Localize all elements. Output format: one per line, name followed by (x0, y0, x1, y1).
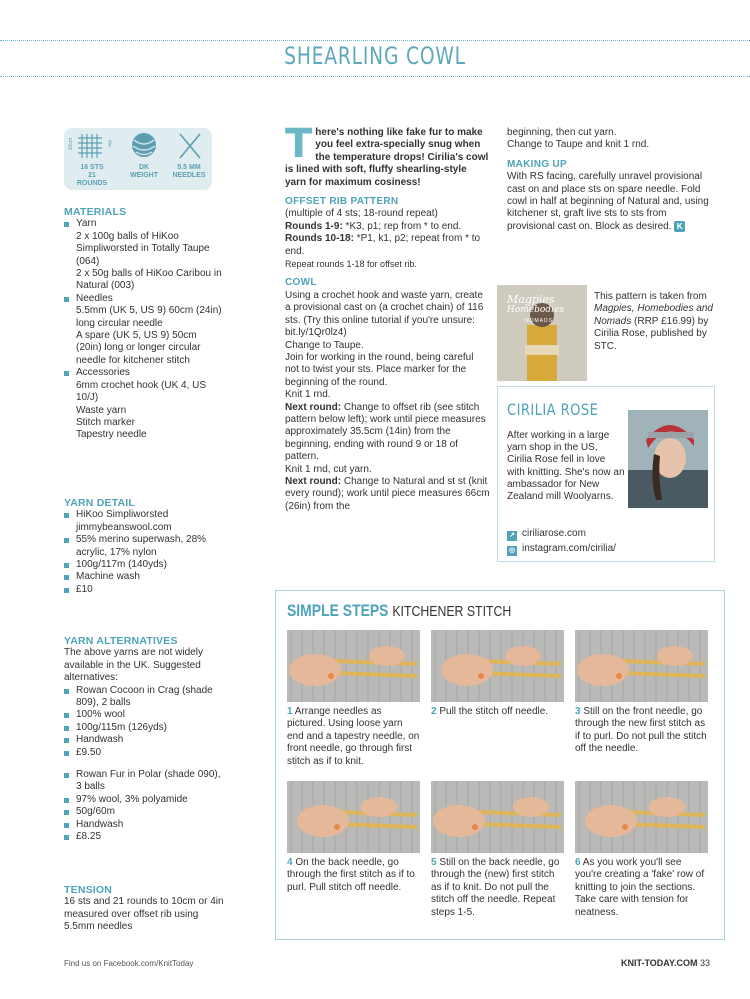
list-item: 100g/115m (126yds) (64, 722, 224, 734)
author-link-website[interactable] (507, 528, 586, 541)
instagram-link[interactable]: instagram.com/cirilia/ (522, 543, 616, 554)
step-number: 1 (287, 706, 293, 717)
cowl-heading: COWL (285, 277, 317, 289)
r1-label: Rounds 1-9: (285, 220, 343, 232)
step-photo (575, 781, 708, 853)
materials-section (64, 206, 224, 442)
yarn-detail-list (64, 509, 224, 596)
step-number: 5 (431, 857, 437, 868)
list-item: 100% wool (64, 709, 224, 721)
cont-line-1: beginning, then cut yarn. (507, 127, 617, 138)
cowl-p3: Join for working in the round, being careful not to twist your sts. Place marker for the beginning of the round. (285, 351, 474, 388)
author-bio: After working in a large yarn shop in the US, Cirilia Rose fell in love with knitting. She's now an ambassador for New Zealand mill Woolyarns. (507, 430, 625, 503)
r2-text: *P1, k1, p2; repeat from * to end. (285, 233, 481, 257)
step-2-image (431, 630, 564, 702)
step-text: Pull the stitch off needle. (439, 706, 549, 717)
author-name: CIRILIA ROSE (507, 400, 599, 419)
list-subitem: Waste yarn (76, 404, 127, 416)
website-link[interactable]: ciriliarose.com (522, 528, 586, 539)
instagram-icon: ◎ (508, 547, 516, 554)
step-text: Still on the front needle, go through the new first stitch as if to purl. Do not pull the stitch off the needle. (575, 706, 707, 755)
step-5-caption (431, 857, 564, 919)
alternatives-list-1 (64, 685, 224, 759)
end-mark-icon: K (674, 221, 685, 232)
step-number: 4 (287, 857, 293, 868)
cowl-p5: Knit 1 rnd, cut yarn. (285, 463, 372, 475)
yarn-alternatives-intro: The above yarns are not widely available in the UK. Suggested alternatives: (64, 647, 203, 684)
step-1-caption (287, 706, 420, 768)
offset-rib-line1: (multiple of 4 sts; 18-round repeat) (285, 208, 438, 220)
step-text: On the back needle, go through the first stitch as if to purl. Pull stitch off needle. (287, 857, 415, 893)
step-3-image (575, 630, 708, 702)
stat-needles: 5.5 MM NEEDLES (172, 164, 206, 179)
book-title: Magpies, Homebodies and Nomads (594, 303, 713, 327)
gauge-side-left: 10cm (68, 138, 74, 151)
list-item: Yarn (64, 218, 224, 230)
alternatives-list-2 (64, 769, 224, 843)
list-item: Handwash (64, 734, 224, 746)
pattern-column (285, 121, 490, 513)
footer-site-name: KNIT-TODAY.COM (620, 958, 698, 968)
tension-section (64, 884, 224, 934)
author-link-instagram[interactable] (507, 543, 616, 556)
header-rule-top (0, 40, 750, 41)
step-6-caption (575, 857, 708, 919)
list-item: 55% merino superwash, 28% acrylic, 17% nylon (64, 534, 224, 559)
cowl-next-round-2 (285, 476, 490, 513)
needles-icon (180, 134, 200, 158)
nr2-label: Next round: (285, 475, 342, 487)
r1-text: *K3, p1; rep from * to end. (342, 220, 462, 232)
tension-heading: TENSION (64, 884, 113, 896)
offset-rib-note: Repeat rounds 1-18 for offset rib. (285, 259, 417, 270)
book-cover-sub2: NOMADS (525, 318, 553, 324)
step-photo (287, 630, 420, 702)
author-photo (628, 410, 708, 508)
offset-rib-r2 (285, 233, 490, 258)
step-number: 6 (575, 857, 581, 868)
list-item: Accessories (64, 367, 224, 379)
stats-box (64, 128, 212, 190)
list-subitem: Tapestry needle (76, 429, 147, 441)
step-photo (431, 630, 564, 702)
page-title: SHEARLING COWL (284, 42, 466, 70)
yarn-detail-section (64, 497, 224, 596)
book-cover-title: Magpies (507, 293, 555, 306)
step-4-image (287, 781, 420, 853)
nr2-text: Change to Natural and st st (knit every round); work until piece measures 66cm (26in) from the (285, 475, 490, 512)
cowl-p2: Change to Taupe. (285, 339, 364, 351)
step-photo (575, 630, 708, 702)
step-3-caption (575, 706, 708, 756)
list-item: HiKoo Simpliworsted (64, 509, 224, 521)
gauge-side-right: 4in (106, 140, 112, 147)
intro-paragraph (285, 121, 490, 189)
making-up-column (507, 127, 712, 233)
making-up-body: With RS facing, carefully unravel provisional cast on and place sts on spare needle. Fold cowl in half at beginning of Natural and, using kitchener st, graft live sts to sts from provisional cast on. Block as desired. (507, 171, 709, 232)
stat-gauge: 16 STS 21 ROUNDS (76, 164, 108, 187)
making-up-text (507, 171, 712, 233)
tension-text: 16 sts and 21 rounds to 10cm or 4in measured over offset rib using 5.5mm needles (64, 896, 224, 933)
step-number: 3 (575, 706, 581, 717)
yarn-alternatives-heading: YARN ALTERNATIVES (64, 635, 178, 647)
step-photo (287, 781, 420, 853)
cowl-next-round-1 (285, 402, 490, 464)
list-item: Machine wash (64, 571, 224, 583)
offset-rib-r1 (285, 221, 490, 233)
simple-steps-title (287, 601, 511, 621)
list-subitem: Stitch marker (76, 416, 135, 428)
list-subitem: 6mm crochet hook (UK 4, US 10/J) (76, 379, 207, 404)
yarn-alternatives-section (64, 635, 224, 844)
book-text-2: (RRP £16.99) by Cirilia Rose, published by STC. (594, 315, 709, 352)
list-subitem: 5.5mm (UK 5, US 9) 60cm (24in) long circular needle (76, 305, 222, 329)
list-item: £9.50 (64, 747, 224, 759)
cowl-p1: Using a crochet hook and waste yarn, create a provisional cast on (a crochet chain) of 116 sts. (Try this online tutorial if you're unsure: bit.ly/1Qr0lz4) (285, 289, 484, 339)
list-item: 97% wool, 3% polyamide (64, 794, 224, 806)
step-4-caption (287, 857, 420, 894)
book-text-1: This pattern is taken from (594, 291, 707, 302)
list-subitem: jimmybeanswool.com (76, 521, 172, 533)
footer-facebook: Find us on Facebook.com/KnitToday (64, 959, 194, 968)
cowl-p4: Knit 1 rnd. (285, 389, 331, 401)
book-cover-image (497, 285, 587, 381)
book-credit (594, 291, 714, 353)
steps-title-main: SIMPLE STEPS (287, 601, 389, 620)
r2-label: Rounds 10-18: (285, 233, 354, 245)
step-number: 2 (431, 706, 437, 717)
stat-weight: DK WEIGHT (130, 164, 158, 179)
step-text: Arrange needles as pictured. Using loose yarn end and a tapestry needle, on front needle, go through first stitch as if to knit. (287, 706, 420, 767)
header-rule-bottom (0, 76, 750, 77)
page-number: 33 (699, 958, 710, 968)
list-item: Handwash (64, 819, 224, 831)
list-item: Rowan Cocoon in Crag (shade 809), 2 balls (64, 685, 224, 710)
materials-list (64, 218, 224, 441)
step-6-image (575, 781, 708, 853)
nr1-label: Next round: (285, 401, 342, 413)
offset-rib-heading: OFFSET RIB PATTERN (285, 196, 399, 208)
list-subitem: 2 x 50g balls of HiKoo Caribou in Natural (003) (76, 268, 222, 292)
list-item: £8.25 (64, 831, 224, 843)
list-item: 100g/117m (140yds) (64, 559, 224, 571)
list-item: 50g/60m (64, 806, 224, 818)
link-icon: ↗ (507, 531, 517, 541)
step-text: Still on the back needle, go through the (new) first stitch as if to knit. Do not pull the stitch off the needle. Repeat steps 1-5. (431, 857, 560, 918)
intro-text: here's nothing like fake fur to make you feel extra-specially snug when the temperature drops! Cirilia's cowl is lined with soft, fluffy shearling-style yarn for maximum cosiness! (285, 127, 489, 188)
list-item: Rowan Fur in Polar (shade 090), 3 balls (64, 769, 224, 794)
step-2-caption (431, 706, 564, 718)
step-text: As you work you'll see you're creating a 'fake' row of knitting to join the sections. Take care with tension for neatness. (575, 857, 705, 918)
list-item: £10 (64, 584, 224, 596)
list-item: Needles (64, 293, 224, 305)
yarn-ball-icon (132, 133, 156, 157)
author-portrait (628, 410, 708, 508)
list-subitem: A spare (UK 5, US 9) 50cm (20in) long or longer circular needle for kitchener stitch (76, 330, 201, 366)
steps-title-sub: KITCHENER STITCH (392, 603, 512, 620)
yarn-detail-heading: YARN DETAIL (64, 497, 136, 509)
book-cover-sub: Homebodies (507, 305, 564, 315)
materials-heading: MATERIALS (64, 206, 127, 218)
gauge-grid-icon (78, 134, 102, 158)
cont-line-2: Change to Taupe and knit 1 rnd. (507, 139, 650, 151)
list-subitem: 2 x 100g balls of HiKoo Simpliworsted in Totally Taupe (064) (76, 230, 210, 267)
nr1-text: Change to offset rib (see stitch pattern below left); work until piece measures approximately 35.5cm (14in) from the beginning, ending with round 9 or 18 of pattern. (285, 401, 486, 463)
footer-site (621, 958, 710, 968)
making-up-heading: MAKING UP (507, 158, 567, 170)
step-photo (431, 781, 564, 853)
step-1-image (287, 630, 420, 702)
drop-cap: T (285, 121, 313, 167)
step-5-image (431, 781, 564, 853)
